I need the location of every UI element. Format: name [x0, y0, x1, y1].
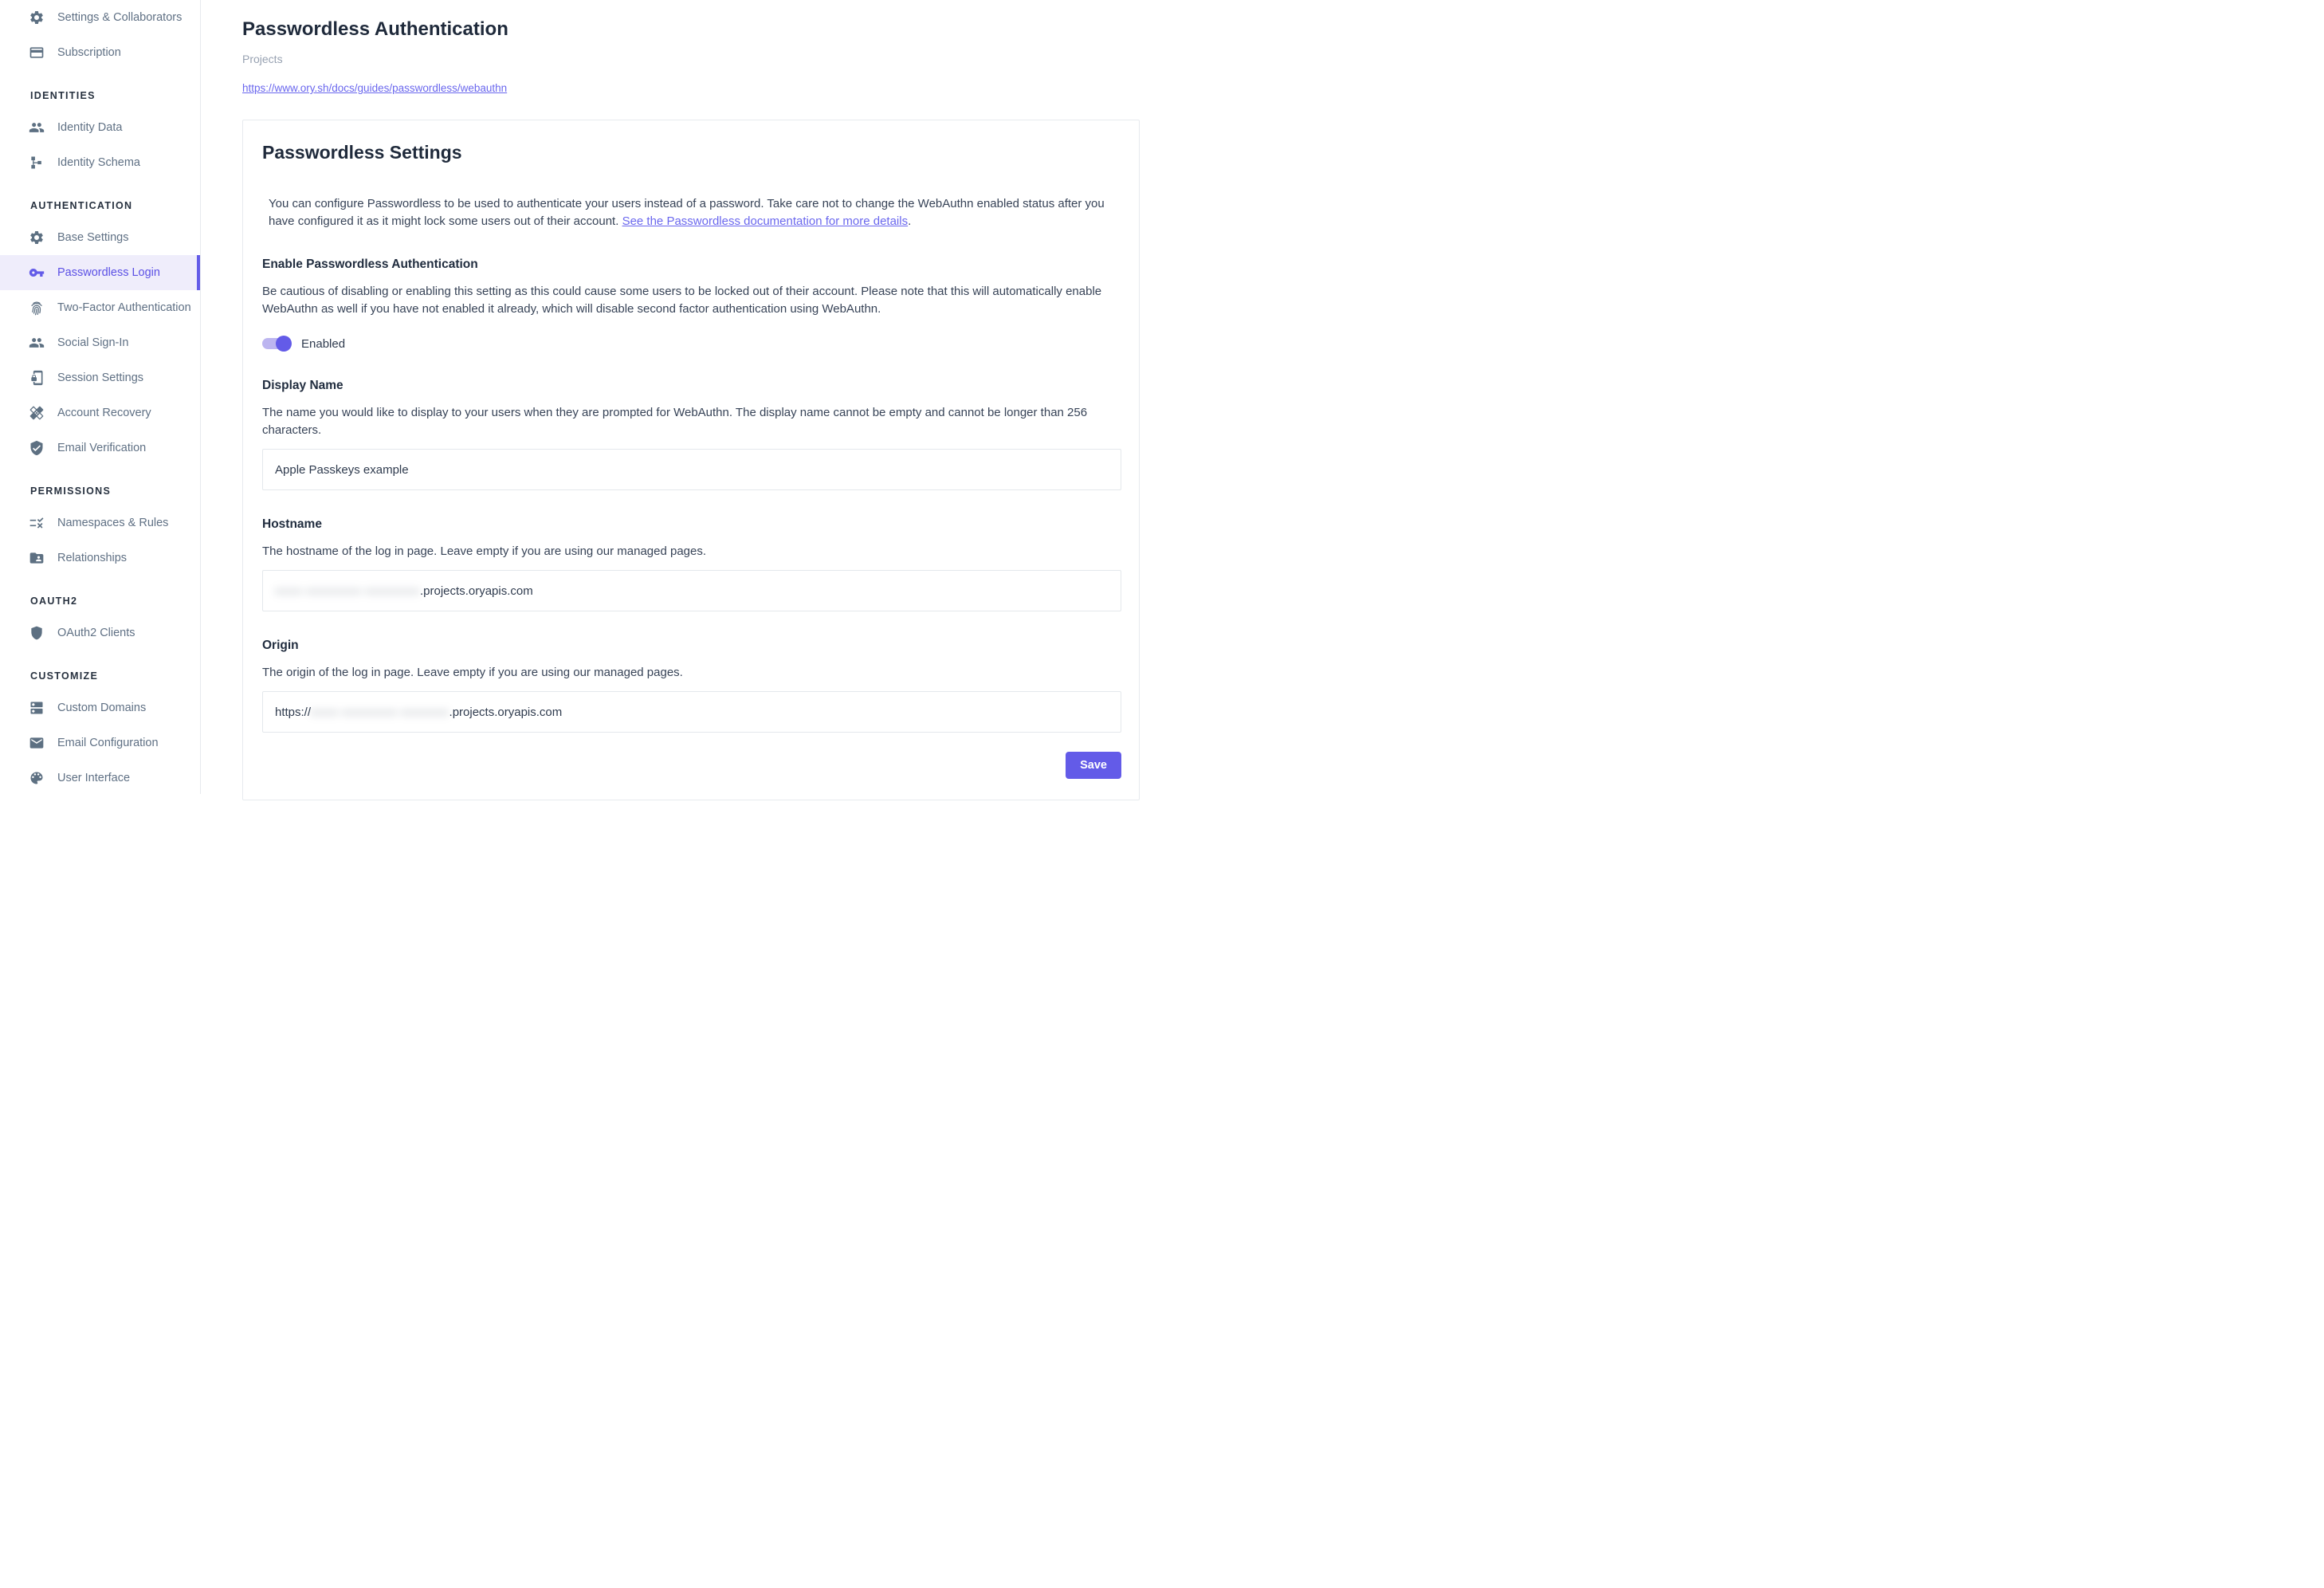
sidebar-item-email-verification[interactable]: Email Verification: [0, 430, 200, 466]
card-intro: [269, 195, 1120, 230]
origin-description: The origin of the log in page. Leave empty if you are using our managed pages.: [262, 666, 683, 679]
origin-title: Origin: [262, 639, 299, 652]
sidebar-item-email-configuration[interactable]: Email Configuration: [0, 725, 200, 761]
hostname-description: The hostname of the log in page. Leave empty if you are using our managed pages.: [262, 544, 707, 558]
server-icon: [29, 700, 45, 716]
sidebar-section-oauth2: OAUTH2: [30, 596, 78, 607]
folder-person-icon: [29, 550, 45, 566]
hostname-redacted-segment: xxxx-xxxxxxxx-xxxxxxxx: [275, 584, 420, 598]
doc-link[interactable]: https://www.ory.sh/docs/guides/passwordless/webauthn: [242, 82, 508, 94]
sidebar-item-namespaces-rules[interactable]: Namespaces & Rules: [0, 505, 200, 540]
gear-icon: [29, 10, 45, 26]
page-title: Passwordless Authentication: [242, 18, 508, 40]
sidebar-section-customize: CUSTOMIZE: [30, 670, 99, 682]
enable-toggle-row: [262, 336, 1120, 352]
sidebar-item-social-sign-in[interactable]: Social Sign-In: [0, 325, 200, 360]
breadcrumb: Projects: [242, 53, 283, 65]
sidebar-item-subscription[interactable]: Subscription: [0, 35, 200, 70]
shield-icon: [29, 625, 45, 641]
sidebar-item-identity-data[interactable]: Identity Data: [0, 110, 200, 145]
sidebar-item-passwordless-login[interactable]: Passwordless Login: [0, 255, 200, 290]
display-name-value: Apple Passkeys example: [275, 462, 409, 477]
toggle-thumb: [276, 336, 292, 352]
origin-redacted-segment: xxxx-xxxxxxxx-xxxxxxx: [311, 705, 449, 719]
enable-passwordless-description: Be cautious of disabling or enabling this setting as this could cause some users to be locked out of their account. Please note that this will automatically enable WebAuthn as well if you have not enabled it already, which will disable second factor authentication using WebAuthn.: [262, 285, 1102, 316]
sidebar-item-settings-collaborators[interactable]: Settings & Collaborators: [0, 0, 200, 35]
display-name-description: The name you would like to display to your users when they are prompted for WebAuthn. The display name cannot be empty and cannot be longer than 256 characters.: [262, 406, 1088, 437]
passwordless-docs-link[interactable]: See the Passwordless documentation for more details: [622, 214, 909, 228]
display-name-input[interactable]: [262, 449, 1121, 490]
sidebar-section-identities: IDENTITIES: [30, 90, 96, 101]
origin-input[interactable]: [262, 691, 1121, 733]
sidebar-section-permissions: PERMISSIONS: [30, 485, 112, 497]
schema-icon: [29, 155, 45, 171]
sidebar-item-session-settings[interactable]: Session Settings: [0, 360, 200, 395]
save-button[interactable]: Save: [1066, 752, 1121, 779]
display-name-title: Display Name: [262, 379, 343, 392]
intro-text: You can configure Passwordless to be used to authenticate your users instead of a password. Take care not to change the WebAuthn enabled status after you have configured it as it might lock some users out of their account.: [269, 197, 1105, 228]
passwordless-settings-card: [242, 120, 1140, 800]
checklist-icon: [29, 515, 45, 531]
people-icon: [29, 120, 45, 136]
toggle-label: Enabled: [301, 336, 346, 351]
shield-check-icon: [29, 440, 45, 456]
sidebar-item-base-settings[interactable]: Base Settings: [0, 220, 200, 255]
key-icon: [29, 265, 45, 281]
main-content: [201, 0, 1162, 794]
hostname-input[interactable]: [262, 570, 1121, 611]
hostname-suffix: .projects.oryapis.com: [420, 584, 533, 598]
card-title: Passwordless Settings: [262, 142, 462, 163]
hostname-title: Hostname: [262, 517, 322, 531]
envelope-icon: [29, 735, 45, 751]
credit-card-icon: [29, 45, 45, 61]
bandage-icon: [29, 405, 45, 421]
origin-suffix: .projects.oryapis.com: [449, 705, 563, 719]
origin-prefix: https://: [275, 705, 312, 719]
fingerprint-icon: [29, 300, 45, 316]
sidebar-item-identity-schema[interactable]: Identity Schema: [0, 145, 200, 180]
people-icon: [29, 335, 45, 351]
sidebar-item-relationships[interactable]: Relationships: [0, 540, 200, 576]
sidebar-item-custom-domains[interactable]: Custom Domains: [0, 690, 200, 725]
sidebar-section-authentication: AUTHENTICATION: [30, 200, 133, 211]
intro-suffix: .: [908, 214, 912, 228]
enable-passwordless-title: Enable Passwordless Authentication: [262, 257, 478, 271]
phone-lock-icon: [29, 370, 45, 386]
sidebar-item-user-interface[interactable]: User Interface: [0, 761, 200, 794]
palette-icon: [29, 770, 45, 786]
sidebar-item-oauth2-clients[interactable]: OAuth2 Clients: [0, 615, 200, 651]
app-window: [0, 0, 1162, 794]
passwordless-toggle[interactable]: [262, 336, 292, 352]
sidebar-item-account-recovery[interactable]: Account Recovery: [0, 395, 200, 430]
save-row: [262, 752, 1121, 779]
sidebar-item-two-factor-authentication[interactable]: Two-Factor Authentication: [0, 290, 200, 325]
gear-icon: [29, 230, 45, 246]
sidebar: [0, 0, 201, 794]
